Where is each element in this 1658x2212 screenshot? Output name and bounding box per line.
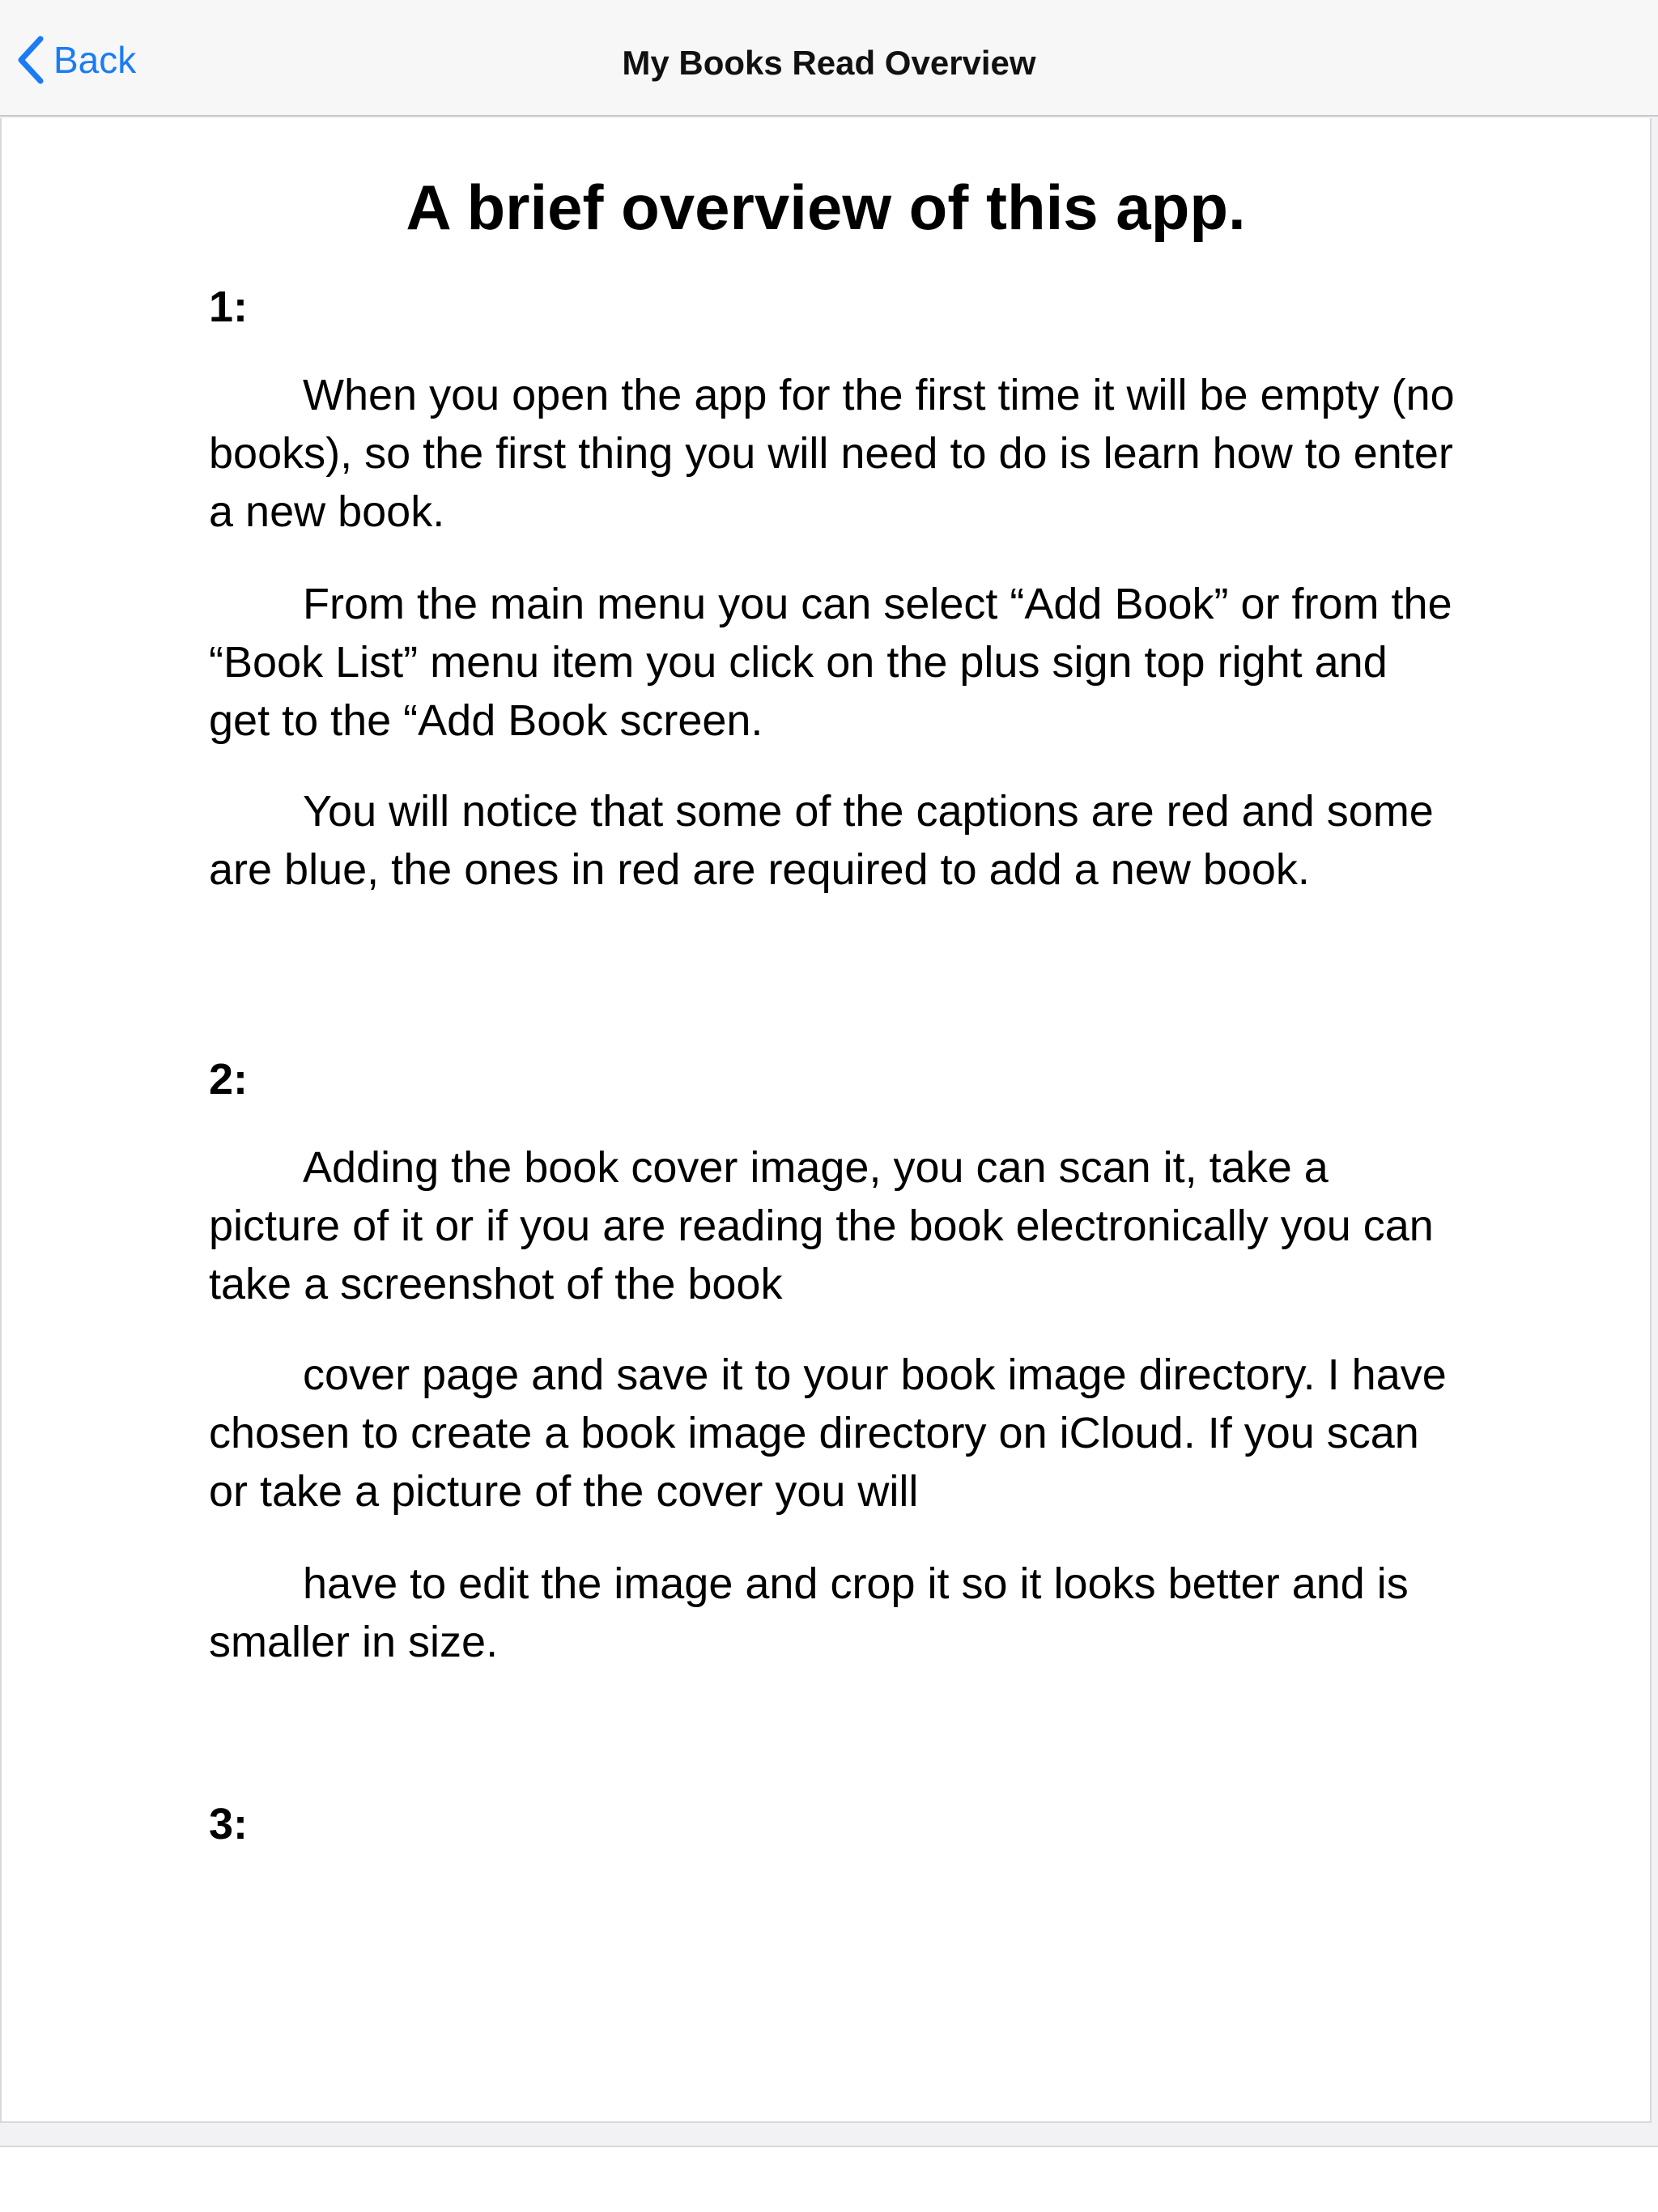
section-1-label: 1: bbox=[209, 283, 249, 331]
section-1-paragraph-1: When you open the app for the first time it will be empty (no books), so the first thing you will need to do is learn how to enter a new book. bbox=[209, 371, 1455, 536]
section-2-paragraph-2: cover page and save it to your book image directory. I have chosen to create a book image directory on iCloud. If you scan or take a picture of the cover you will bbox=[209, 1351, 1447, 1516]
page-title: My Books Read Overview bbox=[622, 44, 1036, 82]
navigation-bar bbox=[0, 0, 1658, 117]
section-1-paragraph-3: You will notice that some of the captions are red and some are blue, the ones in red are required to add a new book. bbox=[209, 787, 1434, 894]
overview-document[interactable] bbox=[0, 118, 1652, 2123]
back-button-label: Back bbox=[53, 39, 137, 81]
document-title: A brief overview of this app. bbox=[406, 172, 1246, 243]
bottom-toolbar bbox=[0, 2146, 1658, 2212]
section-2-label: 2: bbox=[209, 1055, 249, 1104]
section-1-paragraph-2: From the main menu you can select “Add Book” or from the “Book List” menu item you click on the plus sign top right and get to the “Add Book screen. bbox=[209, 580, 1452, 745]
section-2-paragraph-1: Adding the book cover image, you can scan it, take a picture of it or if you are reading the book electronically you can take a screenshot of the book bbox=[209, 1143, 1434, 1308]
section-2-paragraph-3: have to edit the image and crop it so it looks better and is smaller in size. bbox=[209, 1559, 1409, 1666]
section-3-label: 3: bbox=[209, 1800, 249, 1848]
